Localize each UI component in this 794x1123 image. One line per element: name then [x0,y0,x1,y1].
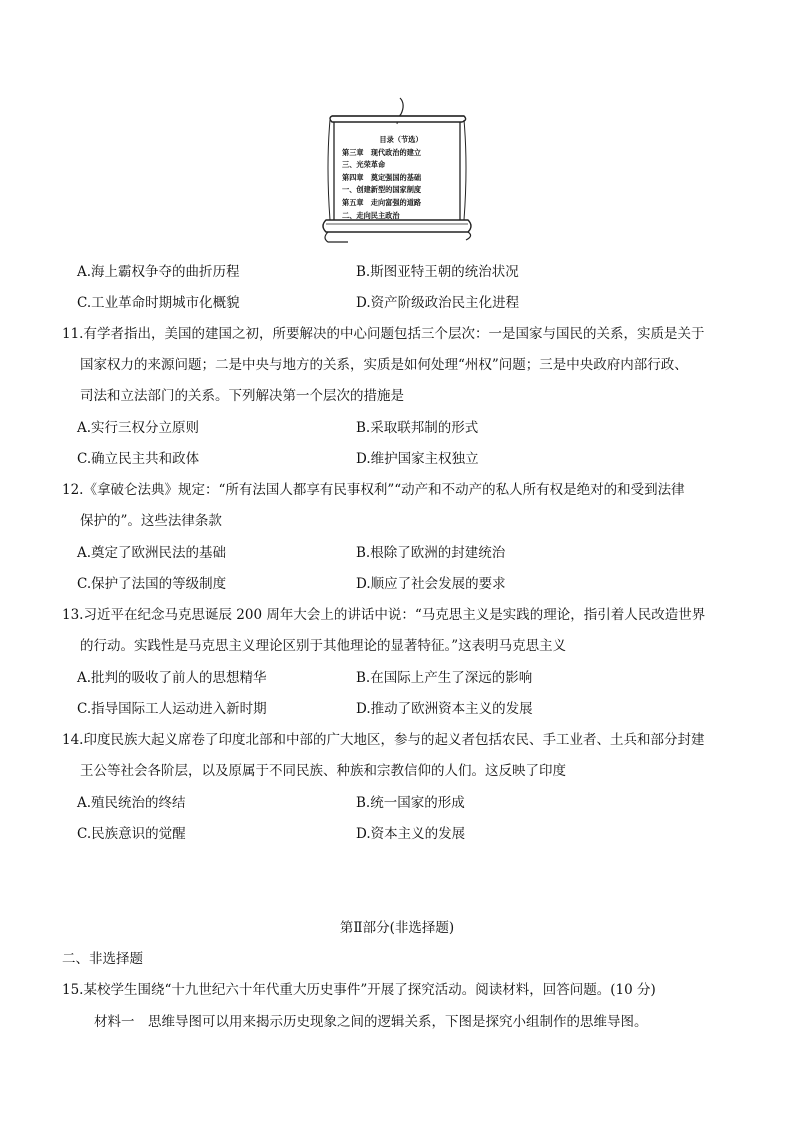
q14-option-d: D.资本主义的发展 [356,826,466,842]
toc-line: 第五章 走向富强的道路 [342,197,422,207]
toc-line: 二、走向民主政治 [342,210,400,220]
part2-title: 第Ⅱ部分(非选择题) [339,920,455,936]
q13-option-d: D.推动了欧洲资本主义的发展 [356,701,533,717]
toc-line: 三、光荣革命 [342,160,386,170]
toc-line: 第三章 现代政治的建立 [342,147,422,157]
q11-option-a: A.实行三权分立原则 [77,420,200,436]
toc-line: 一、创建新型的国家制度 [342,185,422,195]
q12-option-b: B.根除了欧洲的封建统治 [356,545,506,561]
q10-option-b: B.斯图亚特王朝的统治状况 [356,264,519,280]
scroll-toc [342,134,460,222]
q11-option-c: C.确立民主共和政体 [77,451,200,467]
q11-option-b: B.采取联邦制的形式 [356,420,479,436]
q10-option-c: C.工业革命时期城市化概貌 [77,295,240,311]
q12-stem-line: 保护的”。这些法律条款 [80,513,222,529]
q11-stem-line: 11.有学者指出，美国的建国之初，所要解决的中心问题包括三个层次：一是国家与国民的关系，实质是关于 [62,326,705,342]
q11-stem-line: 司法和立法部门的关系。下列解决第一个层次的措施是 [80,388,404,404]
q12-option-c: C.保护了法国的等级制度 [77,576,227,592]
q12-option-d: D.顺应了社会发展的要求 [356,576,506,592]
q13-stem-line: 的行动。实践性是马克思主义理论区别于其他理论的显著特征。”这表明马克思主义 [80,638,567,654]
part2-heading: 二、非选择题 [62,951,143,967]
q14-stem-line: 14.印度民族大起义席卷了印度北部和中部的广大地区，参与的起义者包括农民、手工业者、土兵和部分封建 [62,732,705,748]
q13-option-a: A.批判的吸收了前人的思想精华 [77,670,267,686]
q12-option-a: A.奠定了欧洲民法的基础 [77,545,227,561]
q14-option-a: A.殖民统治的终结 [77,795,186,811]
q14-stem-line: 王公等社会各阶层，以及原属于不同民族、种族和宗教信仰的人们。这反映了印度 [80,763,566,779]
q12-stem-line: 12.《拿破仑法典》规定：“所有法国人都享有民事权利”“动产和不动产的私人所有权是绝对的和受到法律 [62,482,685,498]
q14-option-c: C.民族意识的觉醒 [77,826,186,842]
q13-option-c: C.指导国际工人运动进入新时期 [77,701,267,717]
q11-option-d: D.维护国家主权独立 [356,451,479,467]
q10-option-a: A.海上霸权争夺的曲折历程 [77,264,240,280]
toc-line: 第四章 奠定强国的基础 [342,172,422,182]
q15-stem: 15.某校学生围绕“十九世纪六十年代重大历史事件”开展了探究活动。阅读材料，回答问题。(10 分) [62,982,656,998]
q15-material-1: 材料一 思维导图可以用来揭示历史现象之间的逻辑关系，下图是探究小组制作的思维导图。 [94,1014,648,1030]
toc-title: 目录（节选） [379,135,423,144]
q13-option-b: B.在国际上产生了深远的影响 [356,670,533,686]
q10-option-d: D.资产阶级政治民主化进程 [356,295,520,311]
q13-stem-line: 13.习近平在纪念马克思诞辰 200 周年大会上的讲话中说：“马克思主义是实践的理论，指引着人民改造世界 [62,607,706,623]
scroll-figure [318,96,476,246]
q14-option-b: B.统一国家的形成 [356,795,465,811]
q11-stem-line: 国家权力的来源问题；二是中央与地方的关系，实质是如何处理“州权”问题；三是中央政府内部行政、 [80,357,688,373]
